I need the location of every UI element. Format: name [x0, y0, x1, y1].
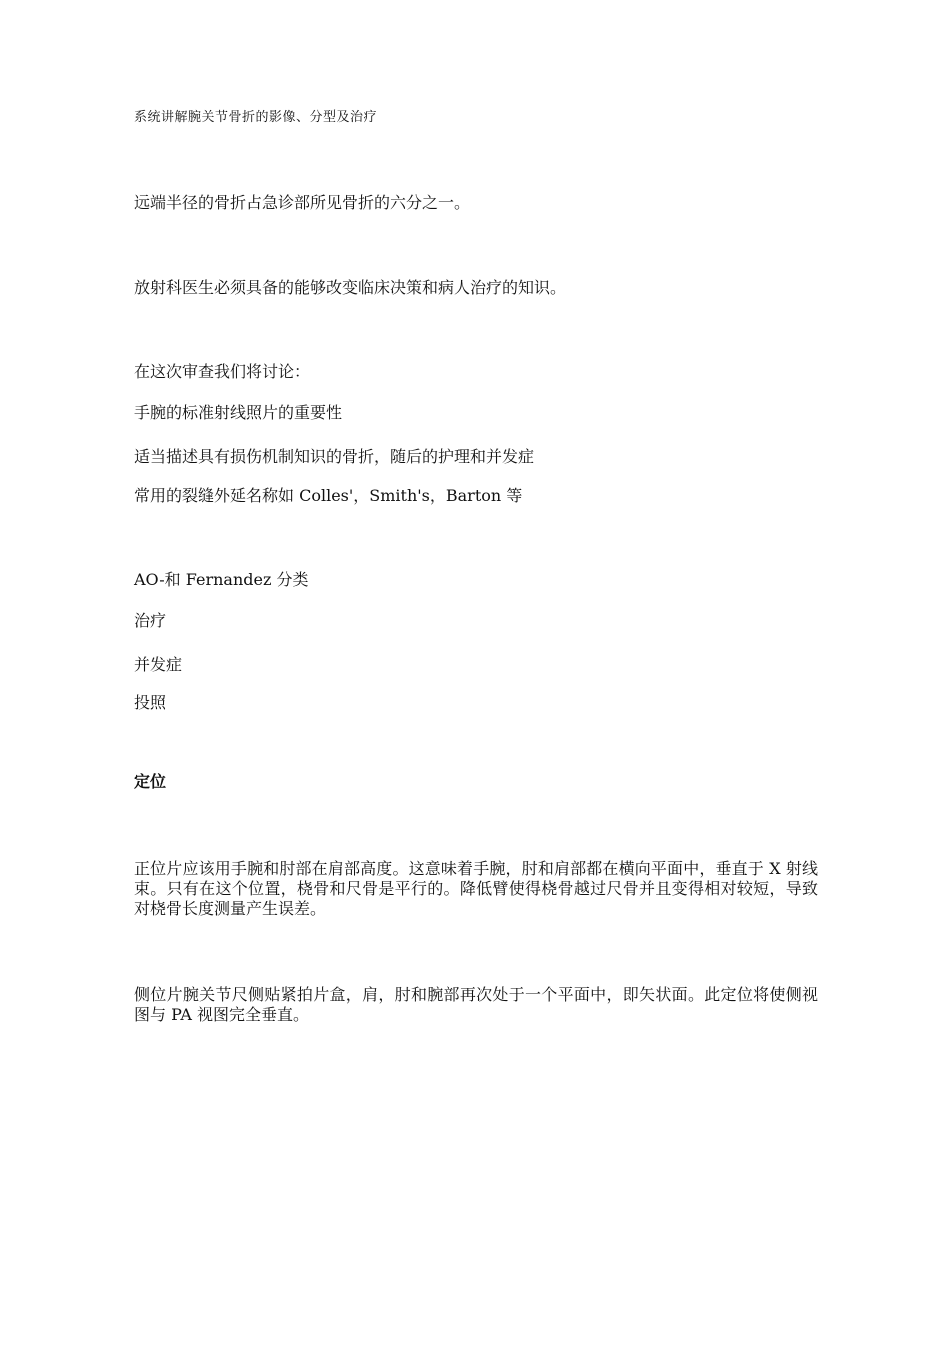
- section-heading: 定位: [134, 772, 167, 791]
- topic-item: 投照: [134, 693, 167, 712]
- review-intro: 在这次审查我们将讨论：: [134, 362, 311, 381]
- pa-positioning-paragraph: 正位片应该用手腕和肘部在肩部高度。这意味着手腕，肘和肩部都在横向平面中，垂直于 X 射线束。只有在这个位置，桡骨和尺骨是平行的。降低臂使得桡骨越过尺骨并且变得相对较短，导致对桡骨长度测量产生误差。: [134, 859, 818, 918]
- topic-item: 并发症: [134, 655, 183, 674]
- topic-item: 适当描述具有损伤机制知识的骨折，随后的护理和并发症: [134, 447, 535, 466]
- topic-item: 常用的裂缝外延名称如 Colles'，Smith's，Barton 等: [134, 486, 523, 505]
- lateral-positioning-paragraph: 侧位片腕关节尺侧贴紧拍片盒，肩，肘和腕部再次处于一个平面中，即矢状面。此定位将使侧视图与 PA 视图完全垂直。: [134, 985, 818, 1024]
- topic-item: AO-和 Fernandez 分类: [134, 570, 309, 589]
- topic-item: 手腕的标准射线照片的重要性: [134, 403, 343, 422]
- intro-paragraph-1: 远端半径的骨折占急诊部所见骨折的六分之一。: [134, 193, 471, 212]
- document-header: 系统讲解腕关节骨折的影像、分型及治疗: [134, 110, 378, 125]
- intro-paragraph-2: 放射科医生必须具备的能够改变临床决策和病人治疗的知识。: [134, 278, 567, 297]
- topic-item: 治疗: [134, 611, 167, 630]
